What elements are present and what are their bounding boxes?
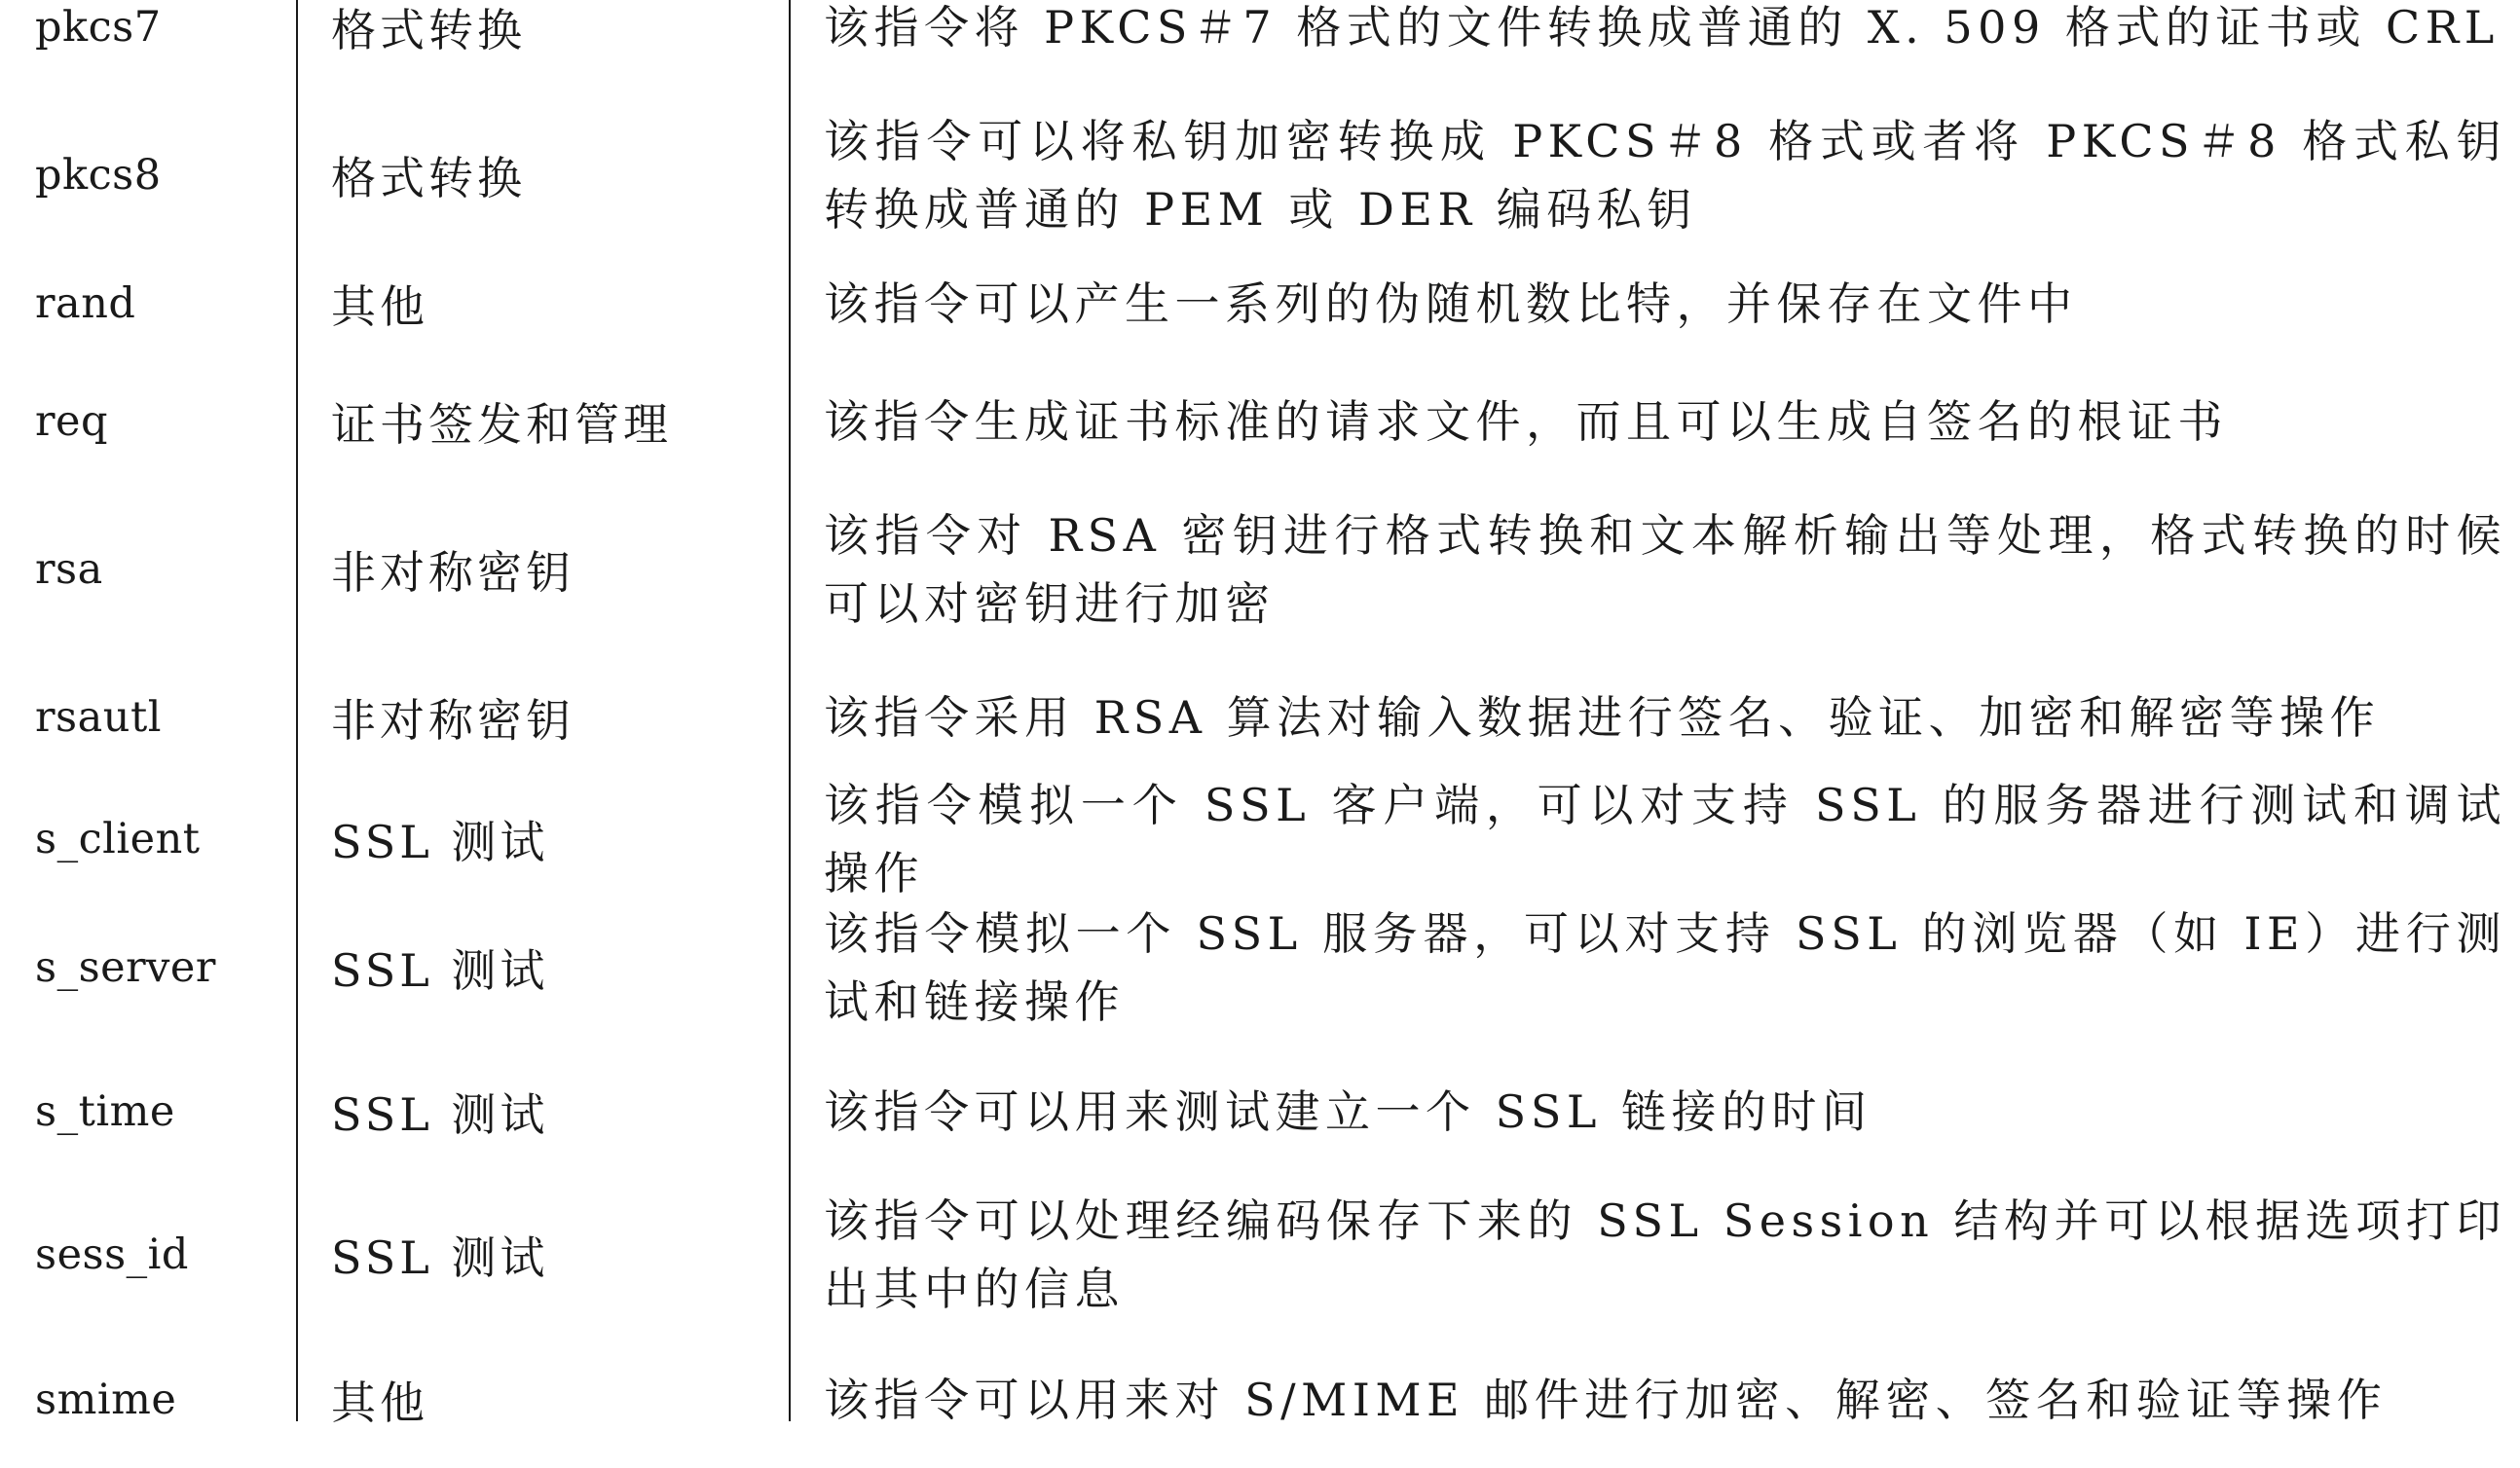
category-cell: 证书签发和管理: [331, 398, 672, 451]
category-cell: SSL 测试: [331, 816, 549, 868]
description-cell: 该指令可以用来对 S/MIME 邮件进行加密、解密、签名和验证等操作: [824, 1374, 2388, 1426]
category-cell: 非对称密钥: [331, 694, 574, 747]
table-row: [0, 93, 2520, 257]
description-cell: 该指令生成证书标准的请求文件，而且可以生成自签名的根证书: [824, 395, 2228, 448]
table-row: [0, 493, 2520, 646]
table-row: [0, 646, 2520, 789]
description-cell: 该指令将 PKCS＃7 格式的文件转换成普通的 X. 509 格式的证书或 CRL: [824, 1, 2500, 54]
description-cell: 该指令对 RSA 密钥进行格式转换和文本解析输出等处理，格式转换的时候可以对密钥进行加密: [824, 509, 2506, 630]
description-cell: 该指令可以产生一系列的伪随机数比特，并保存在文件中: [824, 277, 2078, 330]
table-row: [0, 350, 2520, 493]
category-cell: 格式转换: [331, 152, 526, 204]
category-cell: SSL 测试: [331, 1088, 549, 1141]
table-row: [0, 0, 2520, 93]
description-cell: 该指令可以将私钥加密转换成 PKCS＃8 格式或者将 PKCS＃8 格式私钥转换成普通的 PEM 或 DER 编码私钥: [824, 115, 2506, 236]
description-cell: 该指令模拟一个 SSL 客户端，可以对支持 SSL 的服务器进行测试和调试操作: [824, 779, 2507, 899]
command-cell: req: [35, 397, 109, 446]
description-cell: 该指令可以用来测试建立一个 SSL 链接的时间: [824, 1085, 1872, 1138]
table-row: [0, 779, 2520, 899]
command-cell: pkcs8: [35, 151, 162, 200]
category-cell: 其他: [331, 280, 428, 333]
description-cell: 该指令采用 RSA 算法对输入数据进行签名、验证、加密和解密等操作: [824, 691, 2381, 744]
command-cell: sess_id: [35, 1230, 189, 1279]
table-row: [0, 1332, 2520, 1468]
table-row: [0, 890, 2520, 1046]
command-cell: pkcs7: [35, 3, 162, 52]
category-cell: 其他: [331, 1376, 428, 1429]
command-cell: rand: [35, 279, 136, 328]
table-row: [0, 1046, 2520, 1178]
description-cell: 该指令模拟一个 SSL 服务器，可以对支持 SSL 的浏览器（如 IE）进行测试和链接操作: [824, 907, 2506, 1028]
description-cell: 该指令可以处理经编码保存下来的 SSL Session 结构并可以根据选项打印出其中的信息: [824, 1194, 2506, 1315]
command-cell: smime: [35, 1376, 177, 1424]
table-row: [0, 257, 2520, 350]
command-cell: s_client: [35, 815, 201, 863]
category-cell: 格式转换: [331, 4, 526, 56]
category-cell: SSL 测试: [331, 944, 549, 997]
category-cell: 非对称密钥: [331, 546, 574, 599]
command-cell: s_time: [35, 1087, 175, 1136]
command-cell: rsautl: [35, 693, 162, 742]
command-cell: rsa: [35, 545, 103, 594]
command-cell: s_server: [35, 943, 216, 992]
category-cell: SSL 测试: [331, 1231, 549, 1284]
table-row: [0, 1178, 2520, 1332]
